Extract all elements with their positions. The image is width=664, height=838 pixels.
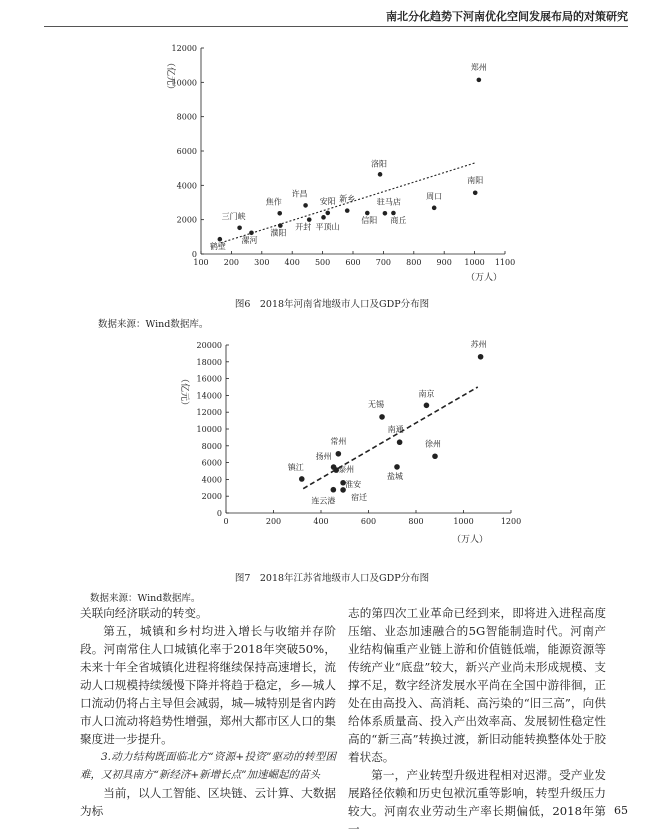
x-tick-label: 800	[406, 258, 422, 267]
point-label: 商丘	[390, 215, 407, 225]
point-label: 新乡	[339, 194, 356, 204]
paragraph: 当前，以人工智能、区块链、云计算、大数据为标	[80, 786, 336, 818]
point-label: 三门峡	[221, 211, 246, 221]
x-axis-unit: （万人）	[451, 535, 489, 545]
data-point	[397, 439, 403, 445]
point-label: 漯河	[241, 235, 258, 245]
y-tick-label: 0	[216, 509, 222, 518]
y-tick-label: 2000	[176, 215, 197, 225]
x-tick-label: 200	[265, 517, 282, 526]
point-label: 镇江	[287, 462, 304, 472]
y-tick-label: 14000	[196, 391, 222, 401]
x-tick-label: 300	[254, 258, 270, 267]
point-label: 连云港	[311, 496, 336, 506]
point-label: 许昌	[291, 189, 308, 199]
point-label: 郑州	[470, 62, 487, 72]
point-label: 宿迁	[351, 492, 368, 502]
x-tick-label: 1200	[500, 517, 522, 526]
y-tick-label: 8000	[201, 441, 222, 451]
y-tick-label: 20000	[196, 341, 222, 350]
figure-7-source: 数据来源：Wind数据库。	[90, 593, 201, 604]
x-tick-label: 100	[193, 258, 209, 267]
x-tick-label: 600	[345, 258, 361, 267]
point-label: 淮安	[345, 479, 362, 489]
data-point	[379, 414, 385, 420]
point-label: 苏州	[470, 339, 487, 349]
y-tick-label: 8000	[176, 112, 197, 122]
x-tick-label: 500	[314, 258, 331, 267]
running-header-title: 南北分化趋势下河南优化空间发展布局的对策研究	[386, 10, 628, 23]
x-tick-label: 1100	[494, 258, 516, 267]
data-point	[424, 403, 430, 409]
point-label: 南阳	[467, 175, 484, 185]
paragraph: 志的第四次工业革命已经到来，即将进入进程高度压缩、业态加速融合的5G智能制造时代。河南产业结构偏重产业链上游和价值链低端，能源资源等传统产业“底盘”较大，新兴产业尚未形成规模、支撑不足，数字经济发展水平尚在全国中游徘徊，正处在由高投入、高消耗、高污染的“旧三高”，向供给体系质量高、投入产出效率高、发展韧性稳定性高的“新三高”转换过渡，新旧动能转换整体处于胶着状态。	[348, 606, 606, 764]
page-number: 65	[614, 804, 628, 817]
data-point	[432, 453, 438, 459]
figure-7-caption: 图7 2018年江苏省地级市人口及GDP分布图	[234, 573, 430, 584]
point-label: 扬州	[315, 452, 332, 462]
point-label: 洛阳	[371, 159, 388, 169]
x-tick-label: 200	[223, 258, 240, 267]
x-tick-label: 1000	[464, 258, 485, 267]
y-tick-label: 4000	[176, 181, 197, 191]
subsection-heading: 3.动力结构既面临北方“资源+投资”驱动的转型困难，又初具南方“新经济+新增长点”加速崛起的苗头	[80, 751, 336, 781]
point-label: 盐城	[387, 471, 403, 481]
y-axis-label: （亿元）	[165, 57, 175, 95]
x-tick-label: 800	[408, 517, 424, 526]
x-tick-label: 0	[223, 517, 229, 526]
y-tick-label: 12000	[196, 408, 222, 418]
point-label: 南京	[418, 389, 435, 399]
x-tick-label: 600	[360, 517, 377, 526]
x-tick-label: 400	[313, 517, 329, 526]
point-label: 安阳	[319, 196, 336, 206]
x-tick-label: 400	[284, 258, 300, 267]
point-label: 焦作	[265, 197, 282, 207]
figure-6-source: 数据来源：Wind数据库。	[98, 319, 209, 330]
point-label: 常州	[330, 436, 347, 446]
point-label: 徐州	[425, 439, 441, 449]
point-label: 平顶山	[315, 222, 340, 232]
figure-6-caption: 图6 2018年河南省地级市人口及GDP分布图	[234, 299, 430, 310]
point-label: 信阳	[361, 216, 378, 226]
y-tick-label: 6000	[201, 458, 222, 468]
y-tick-label: 10000	[196, 425, 222, 434]
paragraph: 关联向经济联动的转变。	[80, 606, 208, 620]
data-point	[340, 487, 346, 493]
data-point	[394, 464, 400, 470]
point-label: 濮阳	[270, 228, 287, 238]
y-tick-label: 2000	[201, 492, 222, 502]
body-left-column	[80, 604, 336, 820]
y-axis-label: （亿元）	[179, 373, 189, 411]
data-point	[478, 354, 484, 360]
point-label: 泰州	[338, 465, 355, 475]
x-tick-label: 700	[375, 258, 392, 267]
y-tick-label: 18000	[196, 357, 222, 367]
y-tick-label: 12000	[171, 44, 197, 53]
point-label: 南通	[387, 425, 404, 435]
y-tick-label: 6000	[176, 147, 197, 156]
paragraph: 第五，城镇和乡村均进入增长与收缩并存阶段。河南常住人口城镇化率于2018年突破50%，未来十年全省城镇化进程将继续保持高速增长，流动人口规模持续缓慢下降并将趋于稳定，乡—城人口流动仍将占主导但会减弱，城—城特别是省内跨市人口流动将趋势性增强，郑州大都市区人口的集聚度进一步提升。	[80, 624, 336, 746]
paragraph: 第一，产业转型升级进程相对迟滞。受产业发展路径依赖和历史包袱沉重等影响，转型升级压力较大。河南农业劳动生产率长期偏低，2018年第一	[348, 768, 606, 836]
point-label: 开封	[295, 222, 312, 232]
point-label: 驻马店	[376, 197, 401, 207]
x-axis-unit: （万人）	[465, 273, 503, 283]
y-tick-label: 16000	[196, 374, 222, 384]
body-right-column	[348, 604, 606, 838]
data-point	[299, 476, 305, 482]
x-tick-label: 900	[436, 258, 452, 267]
y-tick-label: 10000	[171, 78, 197, 88]
point-label: 周口	[426, 191, 443, 201]
point-label: 无锡	[368, 399, 385, 409]
y-tick-label: 0	[191, 250, 197, 259]
data-point	[331, 487, 337, 493]
y-tick-label: 4000	[201, 475, 222, 485]
point-label: 鹤壁	[209, 242, 226, 252]
x-tick-label: 1000	[453, 517, 474, 526]
data-point	[336, 451, 342, 457]
